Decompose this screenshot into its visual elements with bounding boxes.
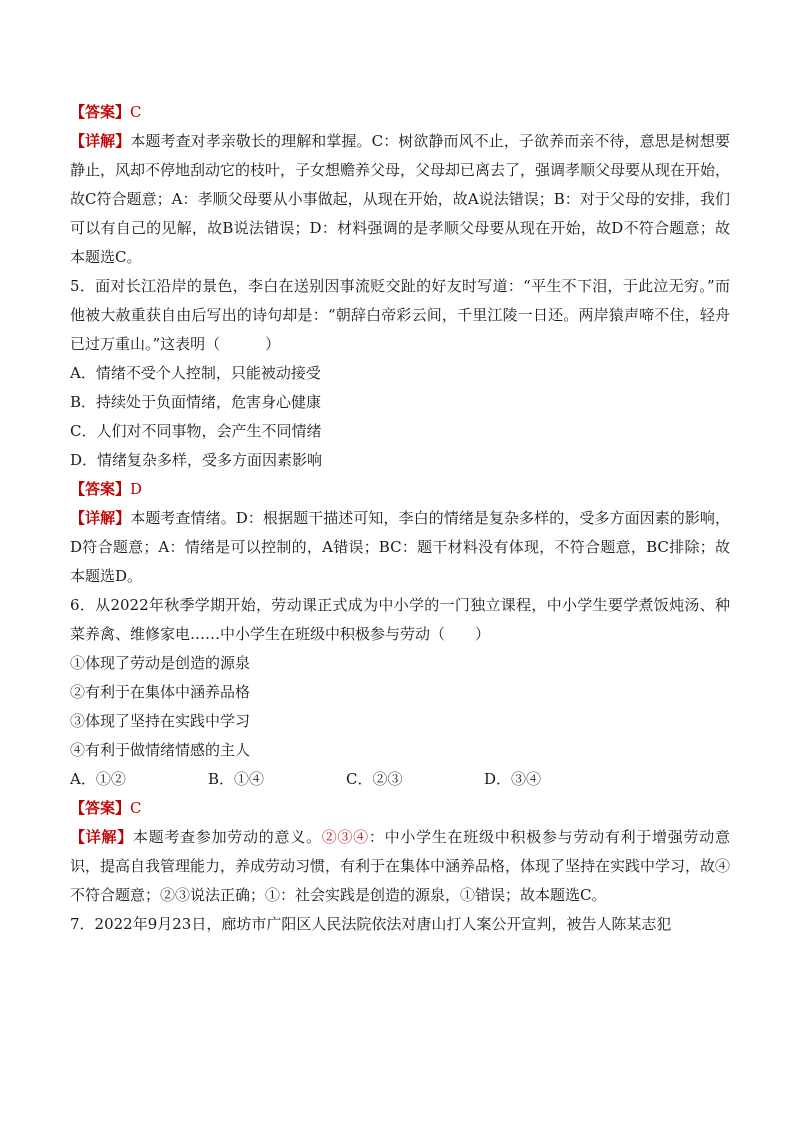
detail-highlight: ②③④ bbox=[321, 828, 369, 846]
q6-stem: 6．从2022年秋季学期开始，劳动课正式成为中小学的一门独立课程，中小学生要学煮饭炖汤、种菜养禽、维修家电……中小学生在班级中积极参与劳动（ ） bbox=[70, 596, 730, 643]
q6-statement-4: ④有利于做情绪情感的主人 bbox=[70, 741, 251, 759]
detail-text: 本题考查情绪。D：根据题干描述可知，李白的情绪是复杂多样的，受多方面因素的影响，D符合题意；A：情绪是可以控制的，A错误；BC：题干材料没有体现，不符合题意，BC排除；故本题选D。 bbox=[70, 509, 730, 585]
q6-option-c: C．②③ bbox=[346, 770, 403, 788]
q6-statement-3: ③体现了坚持在实践中学习 bbox=[70, 712, 251, 730]
q5-answer-line bbox=[70, 475, 730, 504]
q4-answer-line bbox=[70, 98, 730, 127]
detail-label: 【详解】 bbox=[70, 509, 131, 527]
answer-value: C bbox=[130, 799, 142, 817]
q5-option-c: C．人们对不同事物，会产生不同情绪 bbox=[70, 422, 322, 440]
answer-value: D bbox=[130, 480, 143, 498]
q5-detail bbox=[70, 504, 730, 591]
detail-text: 本题考查对孝亲敬长的理解和掌握。C：树欲静而风不止，子欲养而亲不待，意思是树想要静止，风却不停地刮动它的枝叶，子女想赡养父母，父母却已离去了，强调孝顺父母要从现在开始，故C符合题意；A：孝顺父母要从小事做起，从现在开始，故A说法错误；B：对于父母的安排，我们可以有自己的见解，故B说法错误；D：材料强调的是孝顺父母要从现在开始，故D不符合题意；故本题选C。 bbox=[70, 132, 731, 266]
q6-statement-1: ①体现了劳动是创造的源泉 bbox=[70, 654, 251, 672]
q6-answer-line bbox=[70, 794, 730, 823]
detail-label: 【详解】 bbox=[70, 132, 131, 150]
q5-option-a: A．情绪不受个人控制，只能被动接受 bbox=[70, 364, 321, 382]
answer-value: C bbox=[130, 103, 142, 121]
q6-detail bbox=[70, 823, 730, 910]
answer-label: 【答案】 bbox=[70, 480, 131, 498]
answer-label: 【答案】 bbox=[70, 103, 131, 121]
q6-options bbox=[70, 765, 730, 794]
q4-detail bbox=[70, 127, 730, 272]
q5-option-b: B．持续处于负面情绪，危害身心健康 bbox=[70, 393, 322, 411]
answer-label: 【答案】 bbox=[70, 799, 131, 817]
q6-statement-2: ②有利于在集体中涵养品格 bbox=[70, 683, 251, 701]
detail-intro: 本题考查参加劳动的意义。 bbox=[132, 828, 322, 846]
q7-stem: 7．2022年9月23日，廊坊市广阳区人民法院依法对唐山打人案公开宣判，被告人陈某志犯 bbox=[70, 915, 672, 933]
q6-option-b: B．①④ bbox=[208, 770, 265, 788]
q5-stem: 5．面对长江沿岸的景色，李白在送别因事流贬交趾的好友时写道：“平生不下泪，于此泣无穷。”而他被大赦重获自由后写出的诗句却是：“朝辞白帝彩云间，千里江陵一日还。两岸猿声啼不住，轻舟已过万重山。”这表明（ ） bbox=[70, 277, 730, 353]
detail-text: ：中小学生在班级中积极参与劳动有利于增强劳动意识，提高自我管理能力，养成劳动习惯，有利于在集体中涵养品格，体现了坚持在实践中学习，故④不符合题意；②③说法正确；①：社会实践是创造的源泉，①错误；故本题选C。 bbox=[70, 828, 731, 904]
q6-option-d: D．③④ bbox=[484, 770, 542, 788]
detail-label: 【详解】 bbox=[70, 828, 133, 846]
q6-option-a: A．①② bbox=[70, 770, 126, 788]
q5-option-d: D．情绪复杂多样，受多方面因素影响 bbox=[70, 451, 323, 469]
page-content bbox=[70, 98, 730, 939]
